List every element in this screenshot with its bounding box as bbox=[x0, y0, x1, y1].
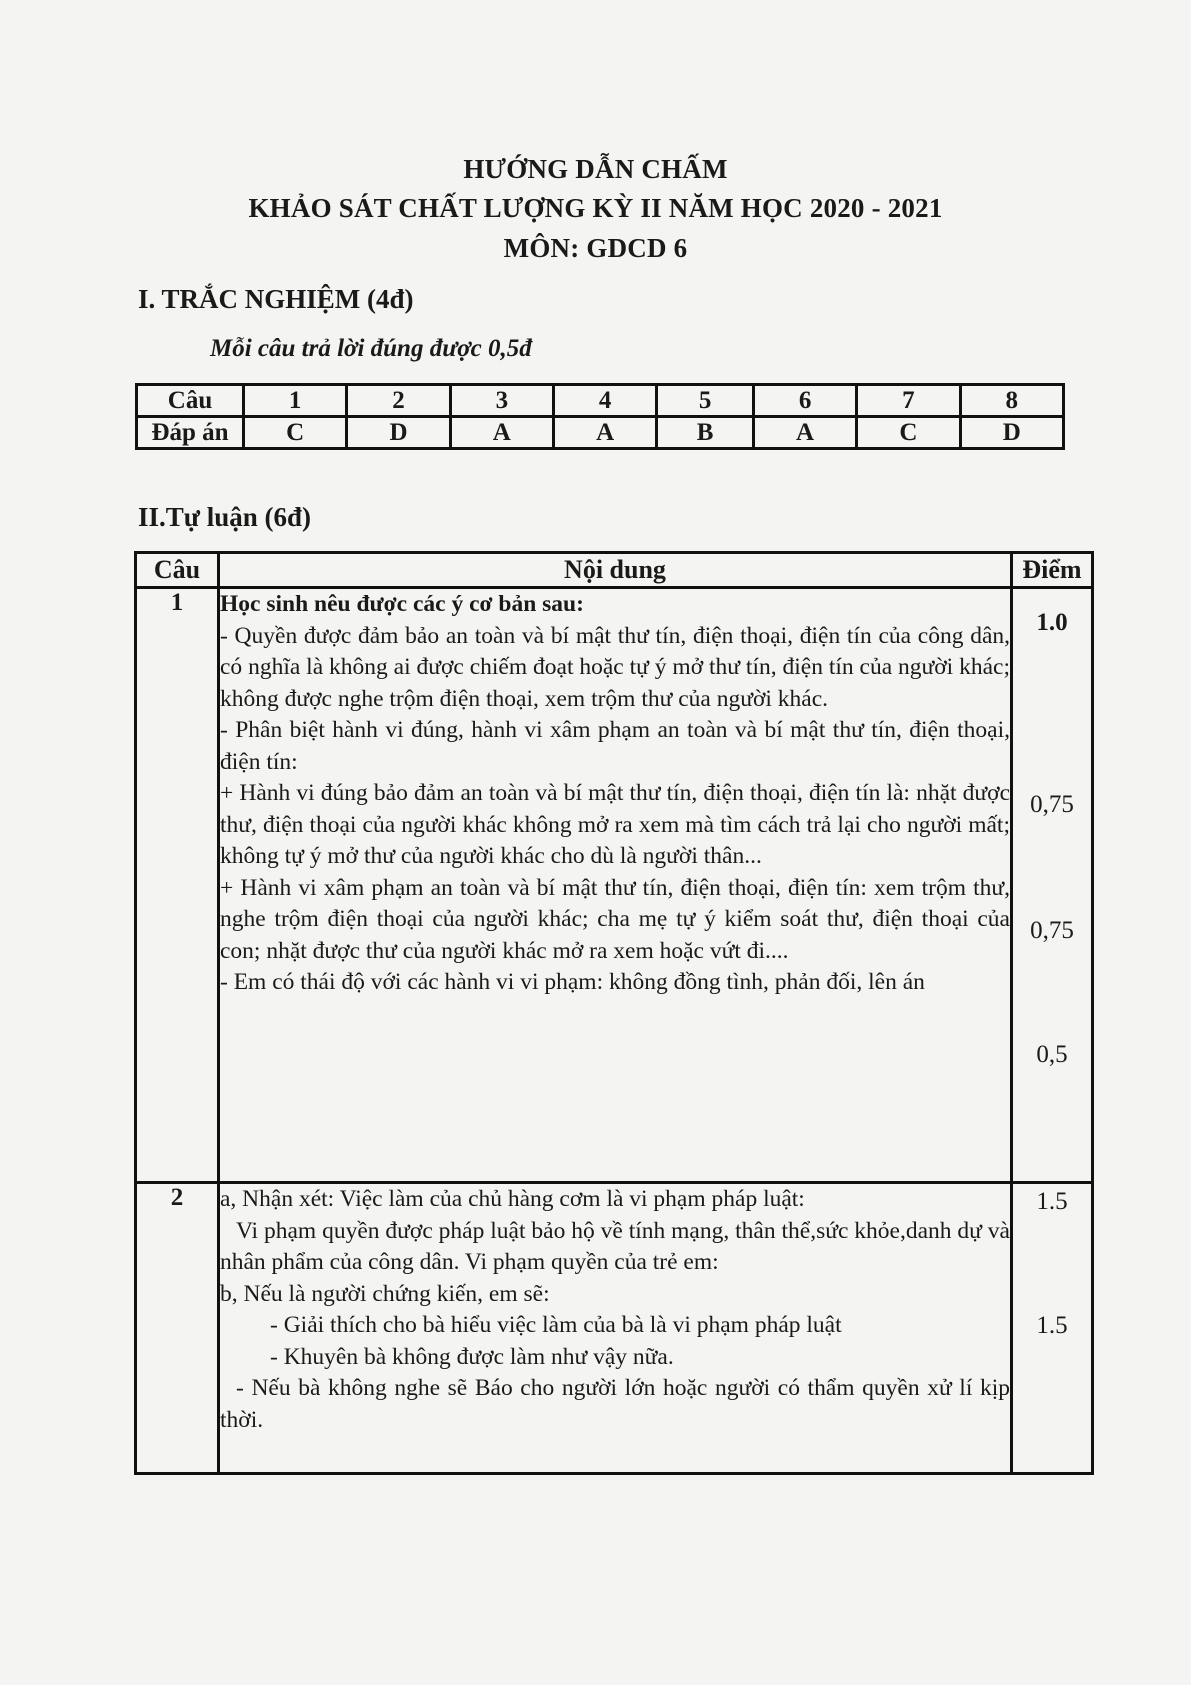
points-value: 0,75 bbox=[1030, 791, 1074, 818]
answer-content bbox=[219, 1183, 1012, 1474]
essay-row-1 bbox=[136, 588, 1093, 1183]
col-question: Câu bbox=[136, 553, 219, 588]
essay-row-2 bbox=[136, 1183, 1093, 1474]
question-number: 1 bbox=[136, 588, 219, 1183]
section-essay-heading: II.Tự luận (6đ) bbox=[138, 502, 312, 532]
question-number: 4 bbox=[553, 385, 656, 417]
points-value: 1.0 bbox=[1036, 609, 1068, 636]
content-paragraph: + Hành vi xâm phạm an toàn và bí mật thư tín, điện thoại, điện tín: xem trộm thư, nghe trộm điện thoại của người khác; cha mẹ tự ý kiểm soát thư, điện thoại của con; nhặt được thư của người khác mở ra xem hoặc vứt đi.... bbox=[220, 874, 1010, 964]
question-number: 7 bbox=[857, 385, 960, 417]
question-number: 1 bbox=[244, 385, 347, 417]
answer-cell: A bbox=[753, 417, 856, 449]
answer-cell: C bbox=[244, 417, 347, 449]
col-content: Nội dung bbox=[219, 553, 1012, 588]
content-paragraph: a, Nhận xét: Việc làm của chủ hàng cơm là vi phạm pháp luật: bbox=[220, 1186, 805, 1212]
doc-title: HƯỚNG DẪN CHẤM bbox=[463, 154, 728, 184]
content-paragraph: - Phân biệt hành vi đúng, hành vi xâm phạm an toàn và bí mật thư tín, điện thoại, điện tín: bbox=[220, 717, 1010, 775]
multiple-choice-answer-table bbox=[135, 383, 1065, 450]
points-value: 1.5 bbox=[1036, 1188, 1068, 1215]
points-value: 1.5 bbox=[1036, 1312, 1068, 1339]
question-number: 6 bbox=[753, 385, 856, 417]
question-number: 8 bbox=[960, 385, 1063, 417]
question-row bbox=[137, 385, 1064, 417]
content-paragraph: - Khuyên bà không được làm như vậy nữa. bbox=[270, 1343, 674, 1370]
answer-cell: D bbox=[960, 417, 1063, 449]
points-value: 0,5 bbox=[1036, 1041, 1068, 1068]
answer-row bbox=[137, 417, 1064, 449]
content-paragraph: - Nếu bà không nghe sẽ Báo cho người lớn hoặc người có thẩm quyền xử lí kịp thời. bbox=[220, 1375, 1010, 1433]
doc-subject: MÔN: GDCD 6 bbox=[503, 233, 688, 263]
answer-cell: D bbox=[347, 417, 450, 449]
scoring-note: Mỗi câu trả lời đúng được 0,5đ bbox=[210, 335, 532, 362]
points-cell bbox=[1012, 1183, 1093, 1474]
question-number: 3 bbox=[450, 385, 553, 417]
answer-cell: C bbox=[857, 417, 960, 449]
answer-cell: A bbox=[450, 417, 553, 449]
answer-content bbox=[219, 588, 1012, 1183]
content-paragraph: - Em có thái độ với các hành vi vi phạm: không đồng tình, phản đối, lên án bbox=[220, 969, 925, 995]
content-paragraph: + Hành vi đúng bảo đảm an toàn và bí mật thư tín, điện thoại, điện tín là: nhặt được thư, điện thoại của người khác không mở ra xem mà tìm cách trả lại cho người mất; không tự ý mở thư của người khác cho dù là người thân... bbox=[220, 780, 1010, 869]
section-multiple-choice-heading: I. TRẮC NGHIỆM (4đ) bbox=[138, 284, 414, 314]
doc-subtitle: KHẢO SÁT CHẤT LƯỢNG KỲ II NĂM HỌC 2020 - 2021 bbox=[248, 193, 943, 223]
answer-cell: A bbox=[553, 417, 656, 449]
answer-row-label: Đáp án bbox=[137, 417, 244, 449]
essay-header-row bbox=[136, 553, 1093, 588]
answer-cell: B bbox=[657, 417, 754, 449]
content-paragraph: b, Nếu là người chứng kiến, em sẽ: bbox=[220, 1280, 550, 1307]
question-number: 2 bbox=[347, 385, 450, 417]
question-row-label: Câu bbox=[137, 385, 244, 417]
essay-scoring-table bbox=[134, 551, 1094, 1475]
content-paragraph: - Quyền được đảm bảo an toàn và bí mật thư tín, điện thoại, điện tín của công dân, có nghĩa là không ai được chiếm đoạt hoặc tự ý mở thư tín, điện tín của người khác; không được nghe trộm điện thoại, xem trộm thư của người khác. bbox=[220, 622, 1010, 712]
question-number: 5 bbox=[657, 385, 754, 417]
question-number: 2 bbox=[136, 1183, 219, 1474]
content-paragraph: - Giải thích cho bà hiểu việc làm của bà là vi phạm pháp luật bbox=[270, 1312, 842, 1338]
points-cell bbox=[1012, 588, 1093, 1183]
content-paragraph: Vi phạm quyền được pháp luật bảo hộ về tính mạng, thân thể,sức khỏe,danh dự và nhân phẩm của công dân. Vi phạm quyền của trẻ em: bbox=[220, 1217, 1010, 1275]
points-value: 0,75 bbox=[1030, 917, 1074, 944]
col-points: Điểm bbox=[1012, 553, 1093, 588]
content-lead: Học sinh nêu được các ý cơ bản sau: bbox=[220, 591, 584, 617]
